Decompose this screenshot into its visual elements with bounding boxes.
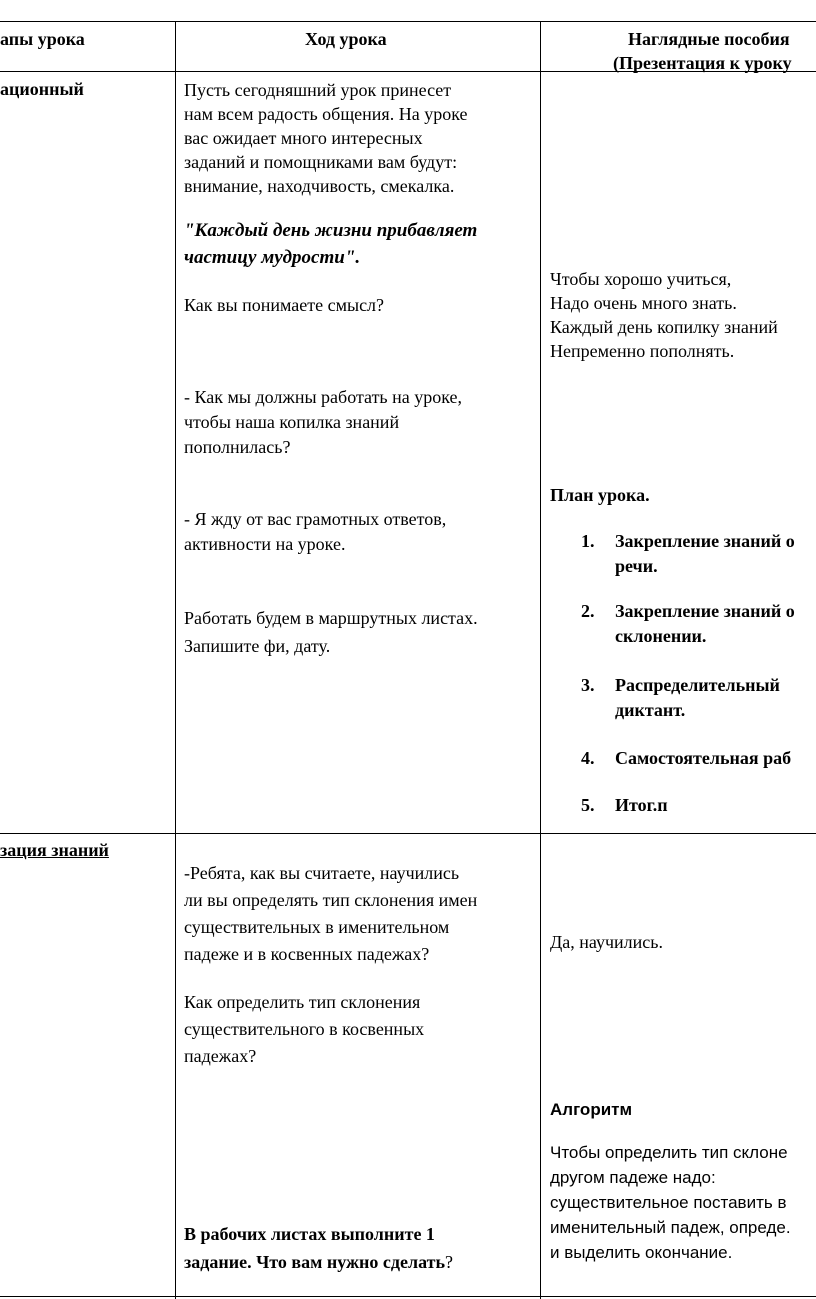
answer-learned: Да, научились. bbox=[550, 932, 663, 952]
stage-organizational: ационный bbox=[0, 79, 84, 99]
stage-knowledge-update: зация знаний bbox=[0, 840, 109, 860]
column-divider-2 bbox=[540, 21, 541, 1299]
header-visual-aids: Наглядные пособия bbox=[628, 29, 790, 49]
algorithm-title: Алгоритм bbox=[550, 1100, 633, 1119]
column-divider-1 bbox=[175, 21, 176, 1299]
header-stages: апы урока bbox=[0, 29, 85, 49]
header-lesson-flow: Ход урока bbox=[305, 29, 387, 49]
header-visual-aids-sub: (Презентация к уроку bbox=[613, 53, 792, 73]
row-divider bbox=[0, 833, 816, 834]
document-page: апы урока Ход урока Наглядные пособия (Презентация к уроку ационный Пусть сегодняшний урок принесет нам всем радость общения. На уроке вас ожидает много интересных заданий и помощниками вам будут: внимание, находчивость, смекалка. "Каждый день жизни прибавляет частицу мудрости". Как вы понимаете смысл? - Как мы должны работать на уроке, чтобы наша копилка знаний пополнилась? - Я жду от вас грамотных ответов, активности на уроке. Работать будем в маршрутных листах. Запишите фи, дату. Чтобы хорошо учиться, Надо очень много знать. Каждый день копилку знаний Непременно пополнять. План урока. 1. Закрепление знаний о речи. 2. Закрепление знаний о склонении. 3. Распределительный диктант. 4. Самостоятельная раб 5. Итог.п зация знаний -Ребята, как вы считаете, научились ли вы определять тип склонения имен существительных в именительном падеже и в косвенных падежах? Как определить тип склонения существительного в косвенных падежах? В рабочих листах выполните 1 задание. Что вам нужно сделать? Да, научились. Алгоритм Чтобы определить тип склоне другом падеже надо: существительное поставить в именительный падеж, опредe. и выделить окончание. bbox=[0, 0, 816, 1299]
table-bottom-border bbox=[0, 1296, 816, 1297]
table-top-border bbox=[0, 21, 816, 22]
question-meaning: Как вы понимаете смысл? bbox=[184, 295, 385, 315]
lesson-plan-title: План урока. bbox=[550, 485, 650, 505]
